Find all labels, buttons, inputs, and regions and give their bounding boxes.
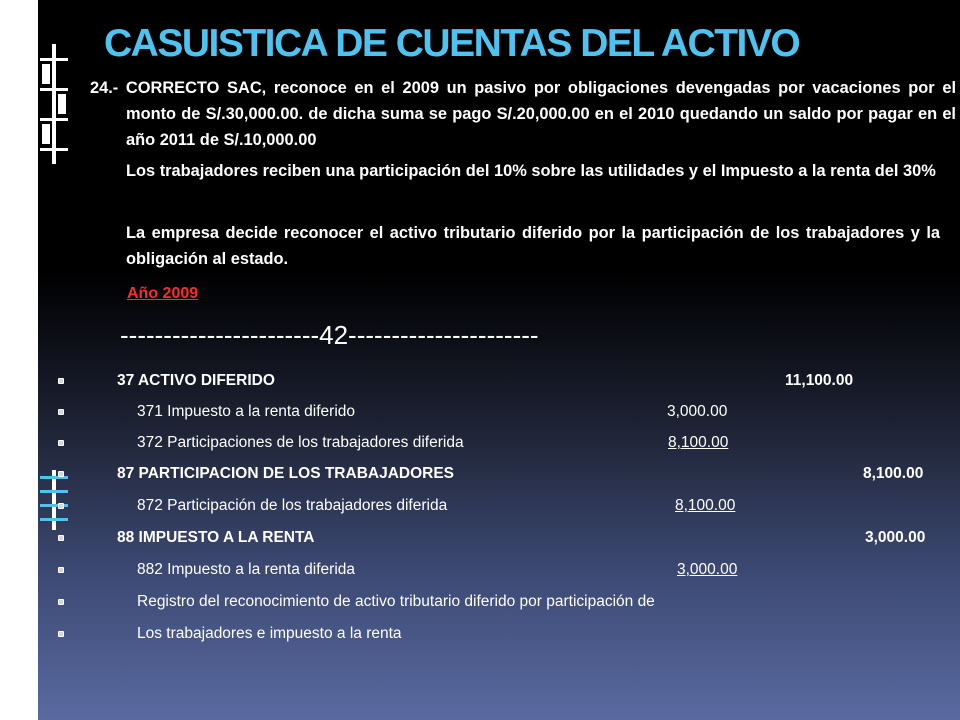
entry-label: 88 IMPUESTO A LA RENTA — [117, 529, 315, 546]
paragraph-participation: Los trabajadores reciben una participación del 10% sobre las utilidades y el Impuesto a la renta del 30% — [126, 162, 936, 180]
entry-label: Registro del reconocimiento de activo tributario diferido por participación de — [137, 593, 655, 610]
bullet-icon — [58, 409, 64, 415]
entry-amount: 8,100.00 — [863, 465, 924, 482]
entry-label: 872 Participación de los trabajadores diferida — [137, 497, 448, 514]
entry-header: -----------------------42---------------------- — [120, 320, 539, 350]
entry-amount: 3,000.00 — [677, 561, 738, 578]
bullet-icon — [58, 471, 64, 477]
entry-label: 372 Participaciones de los trabajadores diferida — [137, 434, 464, 451]
decorative-bars-top — [38, 44, 68, 164]
bullet-icon — [58, 440, 64, 446]
entry-amount: 3,000.00 — [865, 529, 926, 546]
bullet-icon — [58, 567, 64, 573]
bullet-icon — [58, 631, 64, 637]
entry-amount: 8,100.00 — [668, 434, 729, 451]
entry-amount: 11,100.00 — [785, 372, 854, 389]
decorative-bars-bottom — [38, 470, 68, 530]
entry-label: 371 Impuesto a la renta diferido — [137, 403, 355, 420]
left-white-strip — [0, 0, 38, 720]
entry-label: 87 PARTICIPACION DE LOS TRABAJADORES — [117, 465, 455, 482]
entry-label: 37 ACTIVO DIFERIDO — [117, 372, 275, 389]
bullet-icon — [58, 535, 64, 541]
bullet-icon — [58, 599, 64, 605]
slide-title: CASUISTICA DE CUENTAS DEL ACTIVO — [104, 22, 800, 65]
bullet-icon — [58, 503, 64, 509]
year-label: Año 2009 — [127, 285, 199, 302]
paragraph-case-description: 24.- CORRECTO SAC, reconoce en el 2009 un pasivo por obligaciones devengadas por vacaciones por el monto de S/.30,000.00. de dicha suma se pago S/.20,000.00 en el 2010 quedando un saldo por pagar en el año 2011 de S/.10,000.00 — [90, 79, 956, 149]
slide — [38, 0, 960, 720]
paragraph-company-decision: La empresa decide reconocer el activo tributario diferido por la participación de los trabajadores y la obligación al estado. — [126, 224, 940, 268]
entry-amount: 3,000.00 — [667, 403, 728, 420]
entry-amount: 8,100.00 — [675, 497, 736, 514]
bullet-icon — [58, 378, 64, 384]
entry-label: Los trabajadores e impuesto a la renta — [137, 625, 402, 642]
entry-label: 882 Impuesto a la renta diferida — [137, 561, 355, 578]
